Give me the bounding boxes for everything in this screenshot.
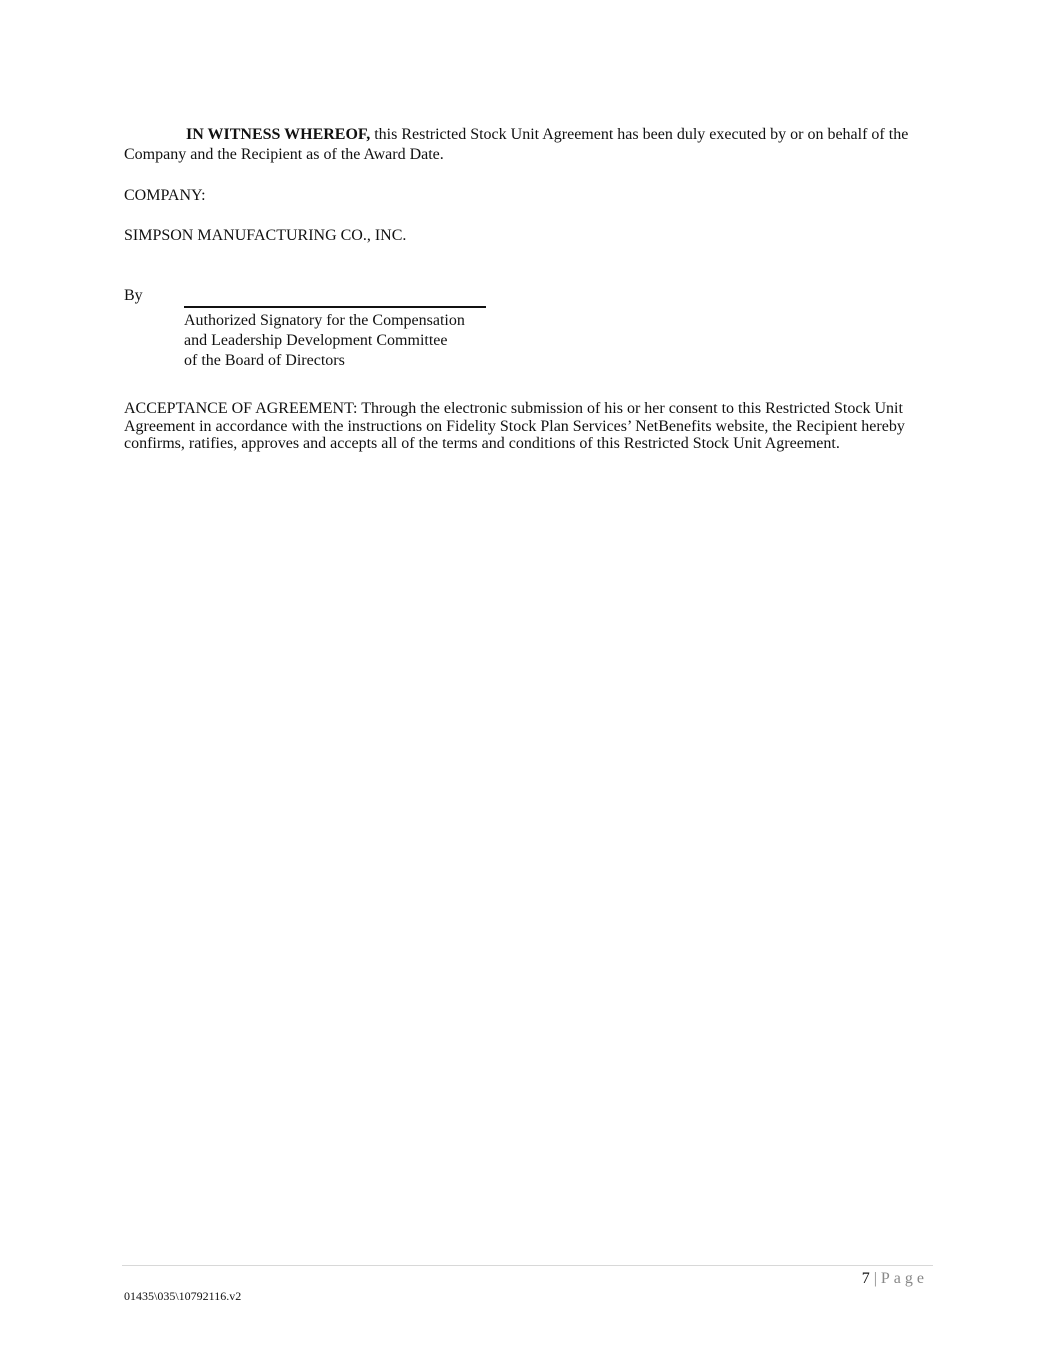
acceptance-paragraph: ACCEPTANCE OF AGREEMENT: Through the electronic submission of his or her consent to this Restricted Stock Unit Agreement in accordance with the instructions on Fidelity Stock Plan Services’ NetBenefits website, the Recipient hereby confirms, ratifies, approves and accepts all of the terms and conditions of this Restricted Stock Unit Agreement. [124, 400, 905, 452]
signatory-line-2: and Leadership Development Committee [184, 332, 448, 349]
signatory-block [184, 311, 504, 371]
by-label: By [124, 287, 143, 304]
witness-paragraph [124, 125, 930, 165]
page-number-separator: | [873, 1270, 877, 1287]
footer-divider [122, 1265, 933, 1266]
page-word: Page [880, 1270, 928, 1287]
company-label: COMPANY: [124, 187, 206, 204]
page-number-value: 7 [861, 1270, 870, 1287]
signatory-line-3: of the Board of Directors [184, 352, 345, 369]
witness-lead: IN WITNESS WHEREOF, [186, 126, 371, 143]
signatory-line-1: Authorized Signatory for the Compensation [184, 312, 465, 329]
page-number [862, 1269, 928, 1289]
witness-text: this Restricted Stock Unit Agreement has been duly executed by or on behalf of the Company and the Recipient as of the Award Date. [124, 126, 909, 163]
document-id: 01435\035\10792116.v2 [124, 1289, 242, 1303]
signature-line [184, 306, 486, 308]
company-name: SIMPSON MANUFACTURING CO., INC. [124, 227, 407, 244]
